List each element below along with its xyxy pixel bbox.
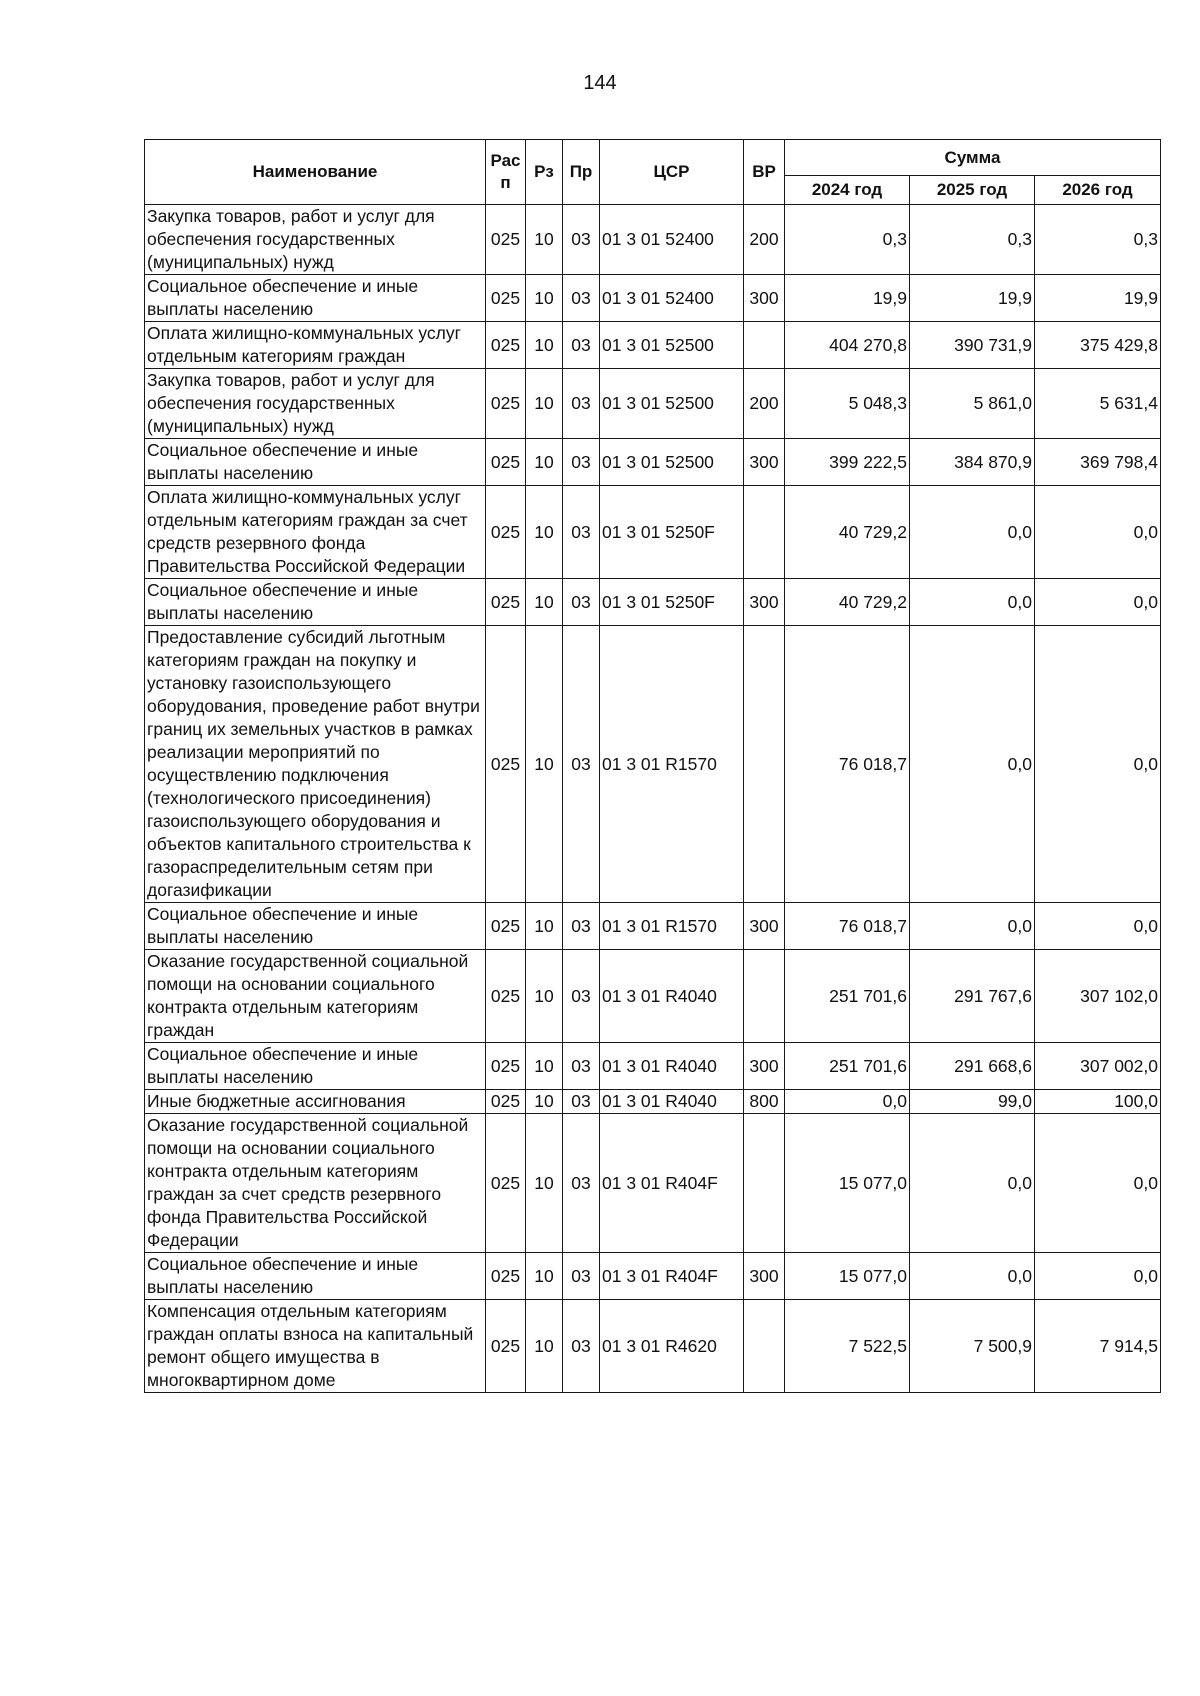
cell-pr: 03 bbox=[563, 439, 600, 486]
cell-name: Оплата жилищно-коммунальных услуг отдельным категориям граждан за счет средств резервного фонда Правительства Российской Федерации bbox=[145, 486, 486, 579]
cell-pr: 03 bbox=[563, 205, 600, 275]
cell-amount-2025: 19,9 bbox=[910, 275, 1035, 322]
cell-pr: 03 bbox=[563, 1043, 600, 1090]
cell-rz: 10 bbox=[526, 322, 563, 369]
cell-csr: 01 3 01 R404F bbox=[600, 1114, 744, 1253]
header-rasp: Рас п bbox=[486, 140, 526, 205]
cell-rasp: 025 bbox=[486, 1253, 526, 1300]
header-csr: ЦСР bbox=[600, 140, 744, 205]
cell-vr bbox=[744, 486, 785, 579]
cell-amount-2024: 19,9 bbox=[785, 275, 910, 322]
cell-csr: 01 3 01 52500 bbox=[600, 369, 744, 439]
cell-rz: 10 bbox=[526, 369, 563, 439]
cell-rz: 10 bbox=[526, 486, 563, 579]
header-sum: Сумма bbox=[785, 140, 1161, 176]
cell-rasp: 025 bbox=[486, 579, 526, 626]
table-row bbox=[145, 1043, 1161, 1090]
cell-amount-2026: 19,9 bbox=[1035, 275, 1161, 322]
cell-pr: 03 bbox=[563, 1090, 600, 1114]
cell-amount-2025: 5 861,0 bbox=[910, 369, 1035, 439]
cell-amount-2025: 291 767,6 bbox=[910, 950, 1035, 1043]
cell-csr: 01 3 01 52500 bbox=[600, 439, 744, 486]
cell-rasp: 025 bbox=[486, 903, 526, 950]
cell-vr bbox=[744, 322, 785, 369]
cell-name: Иные бюджетные ассигнования bbox=[145, 1090, 486, 1114]
cell-vr bbox=[744, 1300, 785, 1393]
cell-amount-2024: 7 522,5 bbox=[785, 1300, 910, 1393]
cell-rasp: 025 bbox=[486, 1300, 526, 1393]
table-row bbox=[145, 439, 1161, 486]
cell-pr: 03 bbox=[563, 486, 600, 579]
cell-name: Оказание государственной социальной помощи на основании социального контракта отдельным категориям граждан за счет средств резервного фонда Правительства Российской Федерации bbox=[145, 1114, 486, 1253]
cell-rasp: 025 bbox=[486, 205, 526, 275]
table-body bbox=[145, 205, 1161, 1393]
cell-amount-2024: 5 048,3 bbox=[785, 369, 910, 439]
table-row bbox=[145, 1300, 1161, 1393]
cell-amount-2026: 5 631,4 bbox=[1035, 369, 1161, 439]
cell-rasp: 025 bbox=[486, 486, 526, 579]
cell-pr: 03 bbox=[563, 903, 600, 950]
page-number: 144 bbox=[583, 72, 617, 94]
cell-csr: 01 3 01 R1570 bbox=[600, 903, 744, 950]
cell-pr: 03 bbox=[563, 369, 600, 439]
cell-amount-2024: 251 701,6 bbox=[785, 1043, 910, 1090]
cell-amount-2024: 40 729,2 bbox=[785, 486, 910, 579]
cell-rz: 10 bbox=[526, 1090, 563, 1114]
budget-table bbox=[144, 139, 1161, 1393]
cell-rasp: 025 bbox=[486, 275, 526, 322]
cell-amount-2025: 384 870,9 bbox=[910, 439, 1035, 486]
cell-amount-2025: 291 668,6 bbox=[910, 1043, 1035, 1090]
cell-rasp: 025 bbox=[486, 369, 526, 439]
table-row bbox=[145, 1114, 1161, 1253]
cell-pr: 03 bbox=[563, 322, 600, 369]
cell-rz: 10 bbox=[526, 205, 563, 275]
cell-pr: 03 bbox=[563, 579, 600, 626]
cell-csr: 01 3 01 52400 bbox=[600, 205, 744, 275]
cell-amount-2025: 0,0 bbox=[910, 1253, 1035, 1300]
cell-rz: 10 bbox=[526, 903, 563, 950]
cell-pr: 03 bbox=[563, 950, 600, 1043]
header-name: Наименование bbox=[145, 140, 486, 205]
table-row bbox=[145, 579, 1161, 626]
cell-pr: 03 bbox=[563, 626, 600, 903]
cell-vr: 300 bbox=[744, 1253, 785, 1300]
cell-amount-2025: 0,0 bbox=[910, 626, 1035, 903]
cell-rasp: 025 bbox=[486, 322, 526, 369]
table-row bbox=[145, 903, 1161, 950]
cell-rz: 10 bbox=[526, 439, 563, 486]
cell-name: Социальное обеспечение и иные выплаты населению bbox=[145, 903, 486, 950]
cell-name: Социальное обеспечение и иные выплаты населению bbox=[145, 275, 486, 322]
cell-csr: 01 3 01 5250F bbox=[600, 579, 744, 626]
cell-vr bbox=[744, 950, 785, 1043]
cell-amount-2024: 76 018,7 bbox=[785, 903, 910, 950]
cell-rz: 10 bbox=[526, 1300, 563, 1393]
table-row bbox=[145, 275, 1161, 322]
cell-csr: 01 3 01 5250F bbox=[600, 486, 744, 579]
header-year-2025: 2025 год bbox=[910, 176, 1035, 205]
cell-rz: 10 bbox=[526, 579, 563, 626]
table-row bbox=[145, 1253, 1161, 1300]
cell-amount-2026: 0,0 bbox=[1035, 579, 1161, 626]
cell-pr: 03 bbox=[563, 1253, 600, 1300]
cell-name: Оплата жилищно-коммунальных услуг отдельным категориям граждан bbox=[145, 322, 486, 369]
cell-rasp: 025 bbox=[486, 1043, 526, 1090]
header-vr: ВР bbox=[744, 140, 785, 205]
cell-amount-2026: 100,0 bbox=[1035, 1090, 1161, 1114]
header-year-2026: 2026 год bbox=[1035, 176, 1161, 205]
table-header bbox=[145, 140, 1161, 205]
cell-csr: 01 3 01 R4040 bbox=[600, 1043, 744, 1090]
cell-vr: 300 bbox=[744, 439, 785, 486]
cell-pr: 03 bbox=[563, 275, 600, 322]
cell-csr: 01 3 01 52400 bbox=[600, 275, 744, 322]
table-row bbox=[145, 486, 1161, 579]
table-row bbox=[145, 1090, 1161, 1114]
cell-amount-2026: 0,0 bbox=[1035, 1253, 1161, 1300]
table-row bbox=[145, 950, 1161, 1043]
cell-rz: 10 bbox=[526, 950, 563, 1043]
cell-amount-2025: 0,3 bbox=[910, 205, 1035, 275]
cell-rasp: 025 bbox=[486, 950, 526, 1043]
table-row bbox=[145, 322, 1161, 369]
cell-name: Социальное обеспечение и иные выплаты населению bbox=[145, 1253, 486, 1300]
header-pr: Пр bbox=[563, 140, 600, 205]
cell-amount-2024: 76 018,7 bbox=[785, 626, 910, 903]
cell-rz: 10 bbox=[526, 1114, 563, 1253]
cell-amount-2026: 369 798,4 bbox=[1035, 439, 1161, 486]
cell-name: Закупка товаров, работ и услуг для обеспечения государственных (муниципальных) нужд bbox=[145, 369, 486, 439]
cell-name: Компенсация отдельным категориям граждан оплаты взноса на капитальный ремонт общего имущества в многоквартирном доме bbox=[145, 1300, 486, 1393]
cell-csr: 01 3 01 R404F bbox=[600, 1253, 744, 1300]
header-row-main bbox=[145, 140, 1161, 176]
cell-csr: 01 3 01 R4620 bbox=[600, 1300, 744, 1393]
cell-name: Закупка товаров, работ и услуг для обеспечения государственных (муниципальных) нужд bbox=[145, 205, 486, 275]
cell-rasp: 025 bbox=[486, 1090, 526, 1114]
cell-amount-2026: 0,0 bbox=[1035, 486, 1161, 579]
cell-csr: 01 3 01 R1570 bbox=[600, 626, 744, 903]
cell-amount-2024: 404 270,8 bbox=[785, 322, 910, 369]
cell-amount-2025: 0,0 bbox=[910, 486, 1035, 579]
cell-vr: 200 bbox=[744, 205, 785, 275]
cell-rz: 10 bbox=[526, 626, 563, 903]
cell-name: Социальное обеспечение и иные выплаты населению bbox=[145, 1043, 486, 1090]
cell-rz: 10 bbox=[526, 1253, 563, 1300]
cell-amount-2025: 0,0 bbox=[910, 1114, 1035, 1253]
header-year-2024: 2024 год bbox=[785, 176, 910, 205]
cell-rasp: 025 bbox=[486, 439, 526, 486]
cell-name: Социальное обеспечение и иные выплаты населению bbox=[145, 579, 486, 626]
cell-amount-2026: 307 002,0 bbox=[1035, 1043, 1161, 1090]
cell-amount-2026: 375 429,8 bbox=[1035, 322, 1161, 369]
cell-amount-2025: 0,0 bbox=[910, 579, 1035, 626]
cell-amount-2026: 0,0 bbox=[1035, 1114, 1161, 1253]
cell-amount-2026: 0,3 bbox=[1035, 205, 1161, 275]
cell-amount-2024: 40 729,2 bbox=[785, 579, 910, 626]
cell-vr bbox=[744, 626, 785, 903]
cell-vr: 200 bbox=[744, 369, 785, 439]
cell-amount-2024: 15 077,0 bbox=[785, 1114, 910, 1253]
cell-name: Социальное обеспечение и иные выплаты населению bbox=[145, 439, 486, 486]
cell-pr: 03 bbox=[563, 1114, 600, 1253]
table-row bbox=[145, 369, 1161, 439]
cell-csr: 01 3 01 R4040 bbox=[600, 1090, 744, 1114]
cell-rz: 10 bbox=[526, 275, 563, 322]
cell-pr: 03 bbox=[563, 1300, 600, 1393]
cell-csr: 01 3 01 R4040 bbox=[600, 950, 744, 1043]
cell-vr: 300 bbox=[744, 275, 785, 322]
cell-amount-2024: 399 222,5 bbox=[785, 439, 910, 486]
cell-vr: 300 bbox=[744, 903, 785, 950]
cell-rasp: 025 bbox=[486, 1114, 526, 1253]
cell-amount-2024: 15 077,0 bbox=[785, 1253, 910, 1300]
cell-amount-2025: 99,0 bbox=[910, 1090, 1035, 1114]
cell-amount-2024: 0,0 bbox=[785, 1090, 910, 1114]
table-row bbox=[145, 205, 1161, 275]
cell-amount-2025: 390 731,9 bbox=[910, 322, 1035, 369]
cell-vr: 300 bbox=[744, 579, 785, 626]
cell-vr bbox=[744, 1114, 785, 1253]
cell-csr: 01 3 01 52500 bbox=[600, 322, 744, 369]
cell-amount-2026: 0,0 bbox=[1035, 626, 1161, 903]
cell-amount-2026: 0,0 bbox=[1035, 903, 1161, 950]
table-row bbox=[145, 626, 1161, 903]
cell-name: Предоставление субсидий льготным категориям граждан на покупку и установку газоиспользующего оборудования, проведение работ внутри границ их земельных участков в рамках реализации мероприятий по осуществлению подключения (технологического присоединения) газоиспользующего оборудования и объектов капитального строительства к газораспределительным сетям при догазификации bbox=[145, 626, 486, 903]
cell-amount-2026: 7 914,5 bbox=[1035, 1300, 1161, 1393]
cell-amount-2024: 251 701,6 bbox=[785, 950, 910, 1043]
cell-rasp: 025 bbox=[486, 626, 526, 903]
header-rz: Рз bbox=[526, 140, 563, 205]
cell-amount-2026: 307 102,0 bbox=[1035, 950, 1161, 1043]
cell-vr: 300 bbox=[744, 1043, 785, 1090]
cell-amount-2024: 0,3 bbox=[785, 205, 910, 275]
cell-rz: 10 bbox=[526, 1043, 563, 1090]
cell-name: Оказание государственной социальной помощи на основании социального контракта отдельным категориям граждан bbox=[145, 950, 486, 1043]
cell-vr: 800 bbox=[744, 1090, 785, 1114]
cell-amount-2025: 7 500,9 bbox=[910, 1300, 1035, 1393]
cell-amount-2025: 0,0 bbox=[910, 903, 1035, 950]
